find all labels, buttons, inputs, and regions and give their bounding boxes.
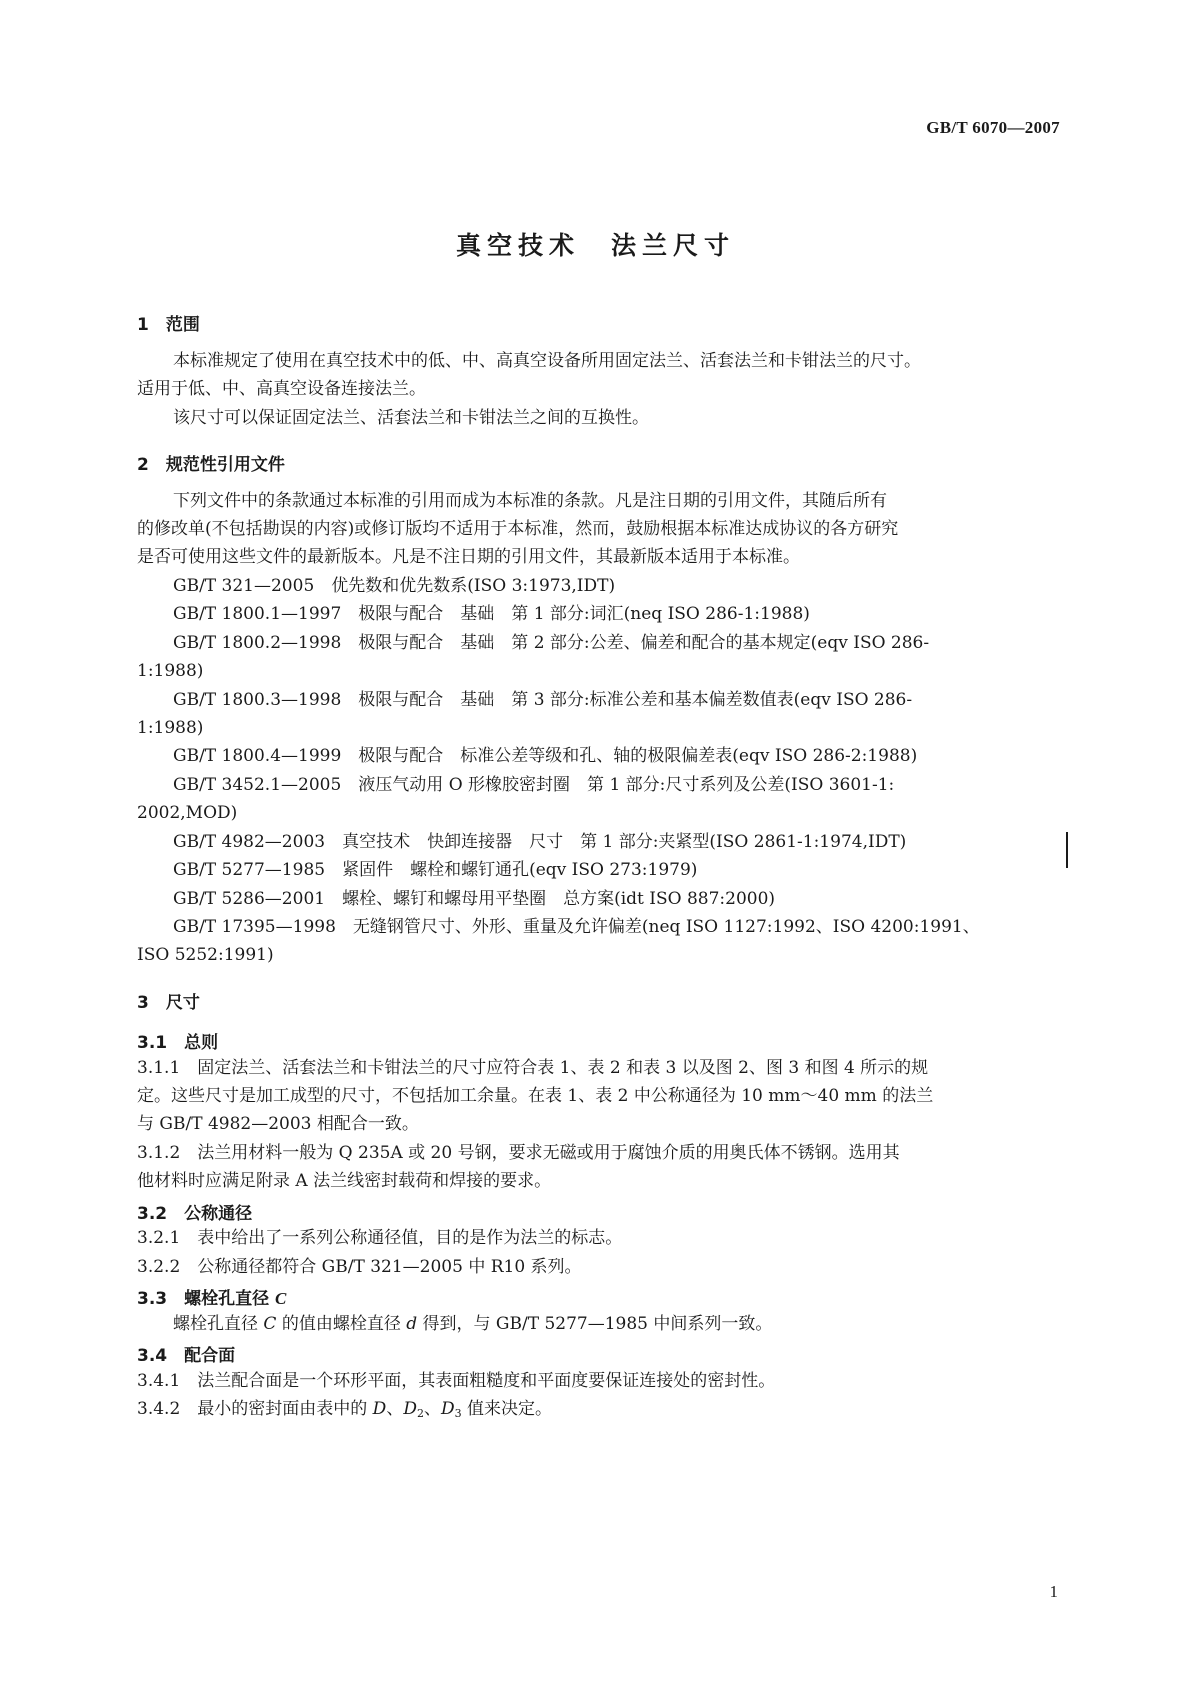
clause-3-2-1: 3.2.1 表中给出了一系列公称通径值，目的是作为法兰的标志。 [137, 1228, 623, 1248]
reference-item: GB/T 4982—2003 真空技术 快卸连接器 尺寸 第 1 部分:夹紧型(ISO 2861-1:1974,IDT) [173, 832, 907, 852]
section-1-paragraph-1-line-1: 本标准规定了使用在真空技术中的低、中、高真空设备所用固定法兰、活套法兰和卡钳法兰的尺寸。 [173, 351, 921, 371]
section-2-intro-line-1: 下列文件中的条款通过本标准的引用而成为本标准的条款。凡是注日期的引用文件，其随后所有 [173, 491, 887, 511]
reference-item: GB/T 1800.1—1997 极限与配合 基础 第 1 部分:词汇(neq ISO 286-1:1988) [173, 604, 810, 624]
clause-3-3-text-a: 螺栓孔直径 [173, 1314, 264, 1334]
page-number: 1 [1049, 1582, 1058, 1601]
reference-item: GB/T 5277—1985 紧固件 螺栓和螺钉通孔(eqv ISO 273:1979) [173, 860, 698, 880]
clause-3-4-2-text-b: 值来决定。 [461, 1399, 552, 1419]
clause-3-1-1-line-1: 3.1.1 固定法兰、活套法兰和卡钳法兰的尺寸应符合表 1、表 2 和表 3 以及图 2、图 3 和图 4 所示的规 [137, 1058, 929, 1078]
section-1-heading: 1 范围 [137, 315, 200, 335]
reference-item: GB/T 17395—1998 无缝钢管尺寸、外形、重量及允许偏差(neq ISO 1127:1992、ISO 4200:1991、 [173, 917, 980, 937]
section-3-3-heading [137, 1284, 286, 1309]
reference-item-continuation: 2002,MOD) [137, 803, 238, 823]
reference-item-continuation: 1:1988) [137, 718, 204, 738]
subscript-3: 3 [454, 1407, 462, 1420]
reference-item-continuation: 1:1988) [137, 661, 204, 681]
clause-3-1-2-line-2: 他材料时应满足附录 A 法兰线密封载荷和焊接的要求。 [137, 1171, 552, 1191]
variable-D: D [372, 1399, 387, 1419]
section-3-1-heading: 3.1 总则 [137, 1033, 219, 1053]
standard-code: GB/T 6070—2007 [926, 118, 1060, 137]
section-2-heading: 2 规范性引用文件 [137, 455, 285, 475]
section-1-paragraph-1-line-2: 适用于低、中、高真空设备连接法兰。 [137, 379, 426, 399]
reference-item: GB/T 1800.4—1999 极限与配合 标准公差等级和孔、轴的极限偏差表(eqv ISO 286-2:1988) [173, 746, 918, 766]
section-2-intro-line-3: 是否可使用这些文件的最新版本。凡是不注日期的引用文件，其最新版本适用于本标准。 [137, 547, 800, 567]
separator: 、 [423, 1399, 441, 1419]
separator: 、 [386, 1399, 404, 1419]
clause-3-1-1-line-3: 与 GB/T 4982—2003 相配合一致。 [137, 1114, 419, 1134]
variable-D3: D [440, 1399, 455, 1419]
clause-3-3-text-b: 的值由螺栓直径 [276, 1314, 407, 1334]
variable-D2: D [403, 1399, 417, 1419]
clause-3-1-2-line-1: 3.1.2 法兰用材料一般为 Q 235A 或 20 号钢，要求无磁或用于腐蚀介质的用奥氏体不锈钢。选用其 [137, 1143, 900, 1163]
reference-item: GB/T 5286—2001 螺栓、螺钉和螺母用平垫圈 总方案(idt ISO 887:2000) [173, 889, 776, 909]
section-1-paragraph-2: 该尺寸可以保证固定法兰、活套法兰和卡钳法兰之间的互换性。 [173, 408, 649, 428]
clause-3-3-paragraph [173, 1313, 772, 1335]
section-3-3-heading-text: 3.3 螺栓孔直径 [137, 1289, 276, 1309]
document-title: 真空技术 法兰尺寸 [455, 231, 735, 260]
clause-3-1-1-line-2: 定。这些尺寸是加工成型的尺寸，不包括加工余量。在表 1、表 2 中公称通径为 10 mm～40 mm 的法兰 [137, 1086, 934, 1106]
section-3-4-heading: 3.4 配合面 [137, 1346, 236, 1366]
section-3-heading: 3 尺寸 [137, 993, 200, 1013]
variable-c: C [263, 1314, 277, 1334]
clause-3-2-2: 3.2.2 公称通径都符合 GB/T 321—2005 中 R10 系列。 [137, 1257, 582, 1277]
reference-item: GB/T 321—2005 优先数和优先数系(ISO 3:1973,IDT) [173, 576, 616, 596]
reference-item: GB/T 1800.3—1998 极限与配合 基础 第 3 部分:标准公差和基本偏差数值表(eqv ISO 286- [173, 690, 913, 710]
variable-c: C [275, 1289, 287, 1308]
clause-3-4-1: 3.4.1 法兰配合面是一个环形平面，其表面粗糙度和平面度要保证连接处的密封性。 [137, 1371, 776, 1391]
clause-3-4-2-text-a: 3.4.2 最小的密封面由表中的 [137, 1399, 373, 1419]
section-3-2-heading: 3.2 公称通径 [137, 1204, 253, 1224]
clause-3-3-text-c: 得到，与 GB/T 5277—1985 中间系列一致。 [417, 1314, 773, 1334]
change-bar [1066, 832, 1068, 868]
subscript-2: 2 [416, 1407, 424, 1420]
variable-d: d [406, 1314, 418, 1334]
reference-item: GB/T 1800.2—1998 极限与配合 基础 第 2 部分:公差、偏差和配合的基本规定(eqv ISO 286- [173, 633, 930, 653]
reference-item: GB/T 3452.1—2005 液压气动用 O 形橡胶密封圈 第 1 部分:尺寸系列及公差(ISO 3601-1: [173, 775, 895, 795]
section-2-intro-line-2: 的修改单(不包括勘误的内容)或修订版均不适用于本标准，然而，鼓励根据本标准达成协议的各方研究 [137, 519, 899, 539]
reference-item-continuation: ISO 5252:1991) [137, 945, 274, 965]
clause-3-4-2 [137, 1398, 552, 1425]
